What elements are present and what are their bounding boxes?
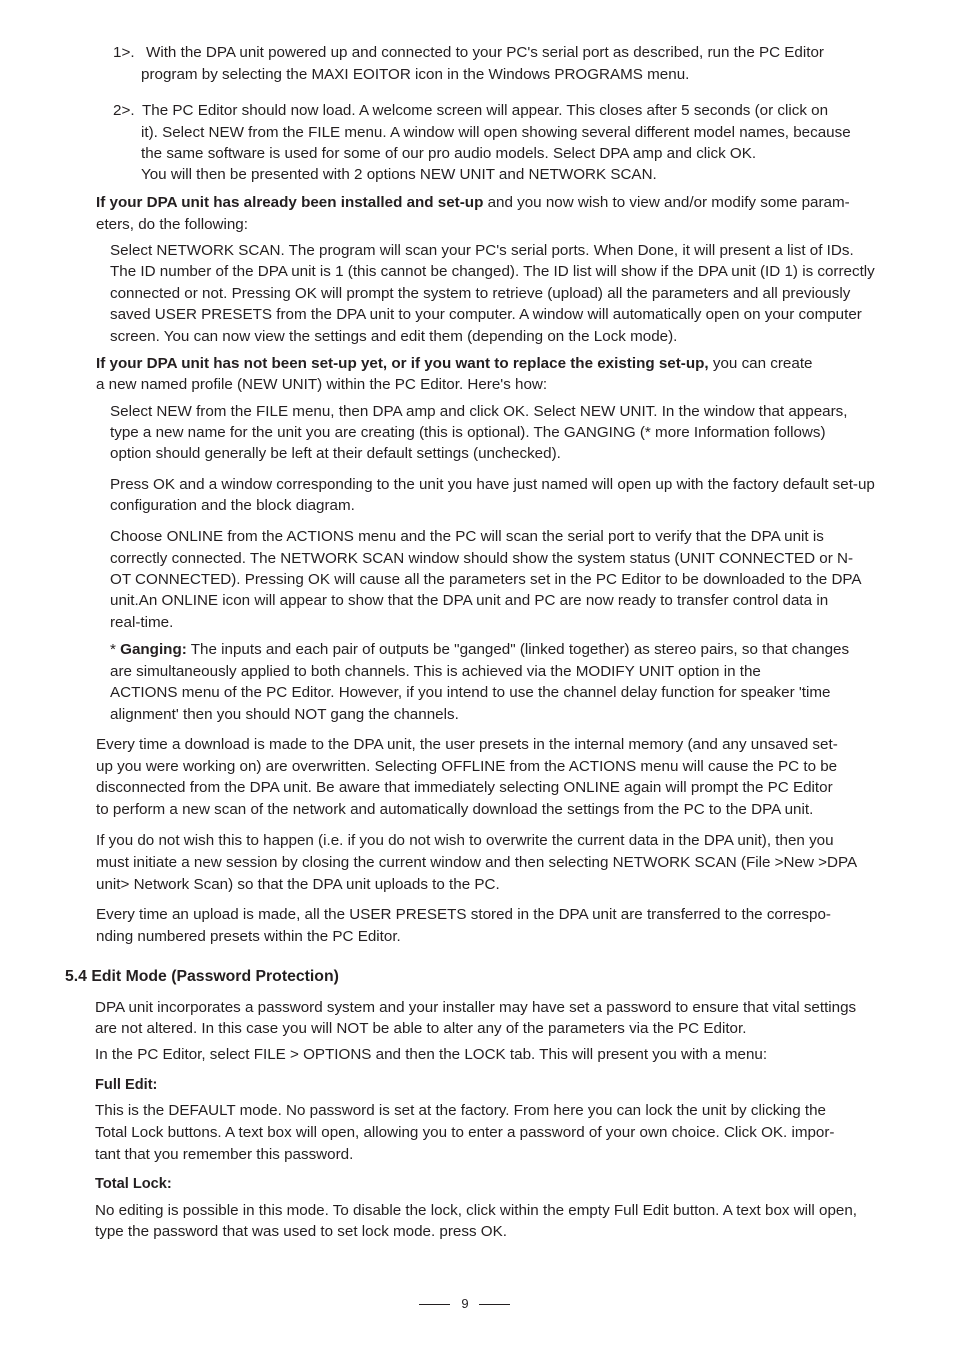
step-2-line-2: it). Select NEW from the FILE menu. A window will open showing several different model names, because	[141, 124, 851, 141]
not-setup-lead	[96, 353, 812, 375]
installed-lead-rest: and you now wish to view and/or modify some param-	[483, 194, 850, 211]
section-intro-line-2: are not altered. In this case you will NOT be able to alter any of the parameters via the PC Editor.	[95, 1020, 747, 1037]
new-unit-line-2: type a new name for the unit you are creating (this is optional). The GANGING (* more Information follows)	[110, 424, 826, 441]
installed-body-line-5: screen. You can now view the settings and edit them (depending on the Lock mode).	[110, 328, 678, 345]
ganging-note-line-1	[110, 639, 849, 661]
footer-rule-right	[479, 1304, 510, 1305]
press-ok-line-2: configuration and the block diagram.	[110, 497, 355, 514]
page-footer	[0, 1293, 954, 1315]
ganging-asterisk: *	[110, 641, 121, 658]
step-2-line-3: the same software is used for some of our pro audio models. Select DPA amp and click OK.	[141, 145, 757, 162]
options-line: In the PC Editor, select FILE > OPTIONS and then the LOCK tab. This will present you with a menu:	[95, 1046, 768, 1063]
not-setup-lead-line-2: a new named profile (NEW UNIT) within the PC Editor. Here's how:	[96, 376, 548, 393]
section-intro-line-1: DPA unit incorporates a password system and your installer may have set a password to ensure that vital settings	[95, 999, 857, 1016]
step-2-label: 2>.	[113, 102, 135, 119]
session-line-1: If you do not wish this to happen (i.e. if you do not wish to overwrite the current data in the DPA unit), then you	[96, 832, 834, 849]
footer-rule-left	[419, 1304, 450, 1305]
ganging-first-text: The inputs and each pair of outputs be "ganged" (linked together) as stereo pairs, so that changes	[186, 641, 850, 658]
not-setup-lead-rest: you can create	[708, 355, 813, 372]
online-line-4: unit.An ONLINE icon will appear to show that the DPA unit and PC are now ready to transfer control data in	[110, 592, 829, 609]
installed-lead-line-2: eters, do the following:	[96, 216, 248, 233]
installed-body-line-4: saved USER PRESETS from the DPA unit to your computer. A window will automatically open on your computer	[110, 306, 862, 323]
installed-body-line-1: Select NETWORK SCAN. The program will scan your PC's serial ports. When Done, it will present a list of IDs.	[110, 242, 854, 259]
step-1-line-2: program by selecting the MAXI EOITOR icon in the Windows PROGRAMS menu.	[141, 66, 690, 83]
online-line-1: Choose ONLINE from the ACTIONS menu and the PC will scan the serial port to verify that the DPA unit is	[110, 528, 824, 545]
full-edit-title: Full Edit:	[95, 1077, 158, 1093]
download-line-2: up you were working on) are overwritten. Selecting OFFLINE from the ACTIONS menu will cause the PC to be	[96, 758, 838, 775]
step-2-line-4: You will then be presented with 2 options NEW UNIT and NETWORK SCAN.	[141, 166, 657, 183]
full-edit-line-2: Total Lock buttons. A text box will open, allowing you to enter a password of your own choice. Click OK. impor-	[95, 1124, 835, 1141]
full-edit-line-3: tant that you remember this password.	[95, 1146, 354, 1163]
installed-body-line-3: connected or not. Pressing OK will prompt the system to retrieve (upload) all the parameters and all previously	[110, 285, 851, 302]
ganging-note-line-2: are simultaneously applied to both channels. This is achieved via the MODIFY UNIT option in the	[110, 663, 761, 680]
installed-lead	[96, 192, 850, 214]
session-line-3: unit> Network Scan) so that the DPA unit uploads to the PC.	[96, 876, 500, 893]
online-line-3: OT CONNECTED). Pressing OK will cause all the parameters set in the PC Editor to be downloaded to the DPA	[110, 571, 862, 588]
upload-line-1: Every time an upload is made, all the USER PRESETS stored in the DPA unit are transferred to the correspo-	[96, 906, 831, 923]
ganging-label: Ganging:	[120, 641, 187, 658]
step-2-line-1: The PC Editor should now load. A welcome screen will appear. This closes after 5 seconds (or click on	[142, 102, 829, 119]
total-lock-line-1: No editing is possible in this mode. To disable the lock, click within the empty Full Edit button. A text box will open,	[95, 1202, 858, 1219]
total-lock-line-2: type the password that was used to set lock mode. press OK.	[95, 1223, 507, 1240]
step-1-label: 1>.	[113, 44, 135, 61]
installed-body-line-2: The ID number of the DPA unit is 1 (this cannot be changed). The ID list will show if the DPA unit (ID 1) is correctly	[110, 263, 875, 280]
download-line-3: disconnected from the DPA unit. Be aware that immediately selecting ONLINE again will prompt the PC Editor	[96, 779, 833, 796]
total-lock-title: Total Lock:	[95, 1176, 172, 1192]
step-1-line-1: With the DPA unit powered up and connected to your PC's serial port as described, run the PC Editor	[146, 44, 824, 61]
session-line-2: must initiate a new session by closing the current window and then selecting NETWORK SCAN (File >New >DPA	[96, 854, 858, 871]
installed-lead-bold: If your DPA unit has already been installed and set-up	[96, 194, 484, 211]
new-unit-line-3: option should generally be left at their default settings (unchecked).	[110, 445, 561, 462]
download-line-1: Every time a download is made to the DPA unit, the user presets in the internal memory (and any unsaved set-	[96, 736, 838, 753]
not-setup-lead-bold: If your DPA unit has not been set-up yet, or if you want to replace the existing set-up,	[96, 355, 709, 372]
ganging-note-line-4: alignment' then you should NOT gang the channels.	[110, 706, 459, 723]
download-line-4: to perform a new scan of the network and automatically download the settings from the PC to the DPA unit.	[96, 801, 814, 818]
full-edit-line-1: This is the DEFAULT mode. No password is set at the factory. From here you can lock the unit by clicking the	[95, 1102, 826, 1119]
online-line-2: correctly connected. The NETWORK SCAN window should show the system status (UNIT CONNECTED or N-	[110, 550, 854, 567]
ganging-note-line-3: ACTIONS menu of the PC Editor. However, if you intend to use the channel delay function for speaker 'time	[110, 684, 831, 701]
page-number: 9	[461, 1296, 469, 1311]
upload-line-2: nding numbered presets within the PC Editor.	[96, 928, 401, 945]
new-unit-line-1: Select NEW from the FILE menu, then DPA amp and click OK. Select NEW UNIT. In the window that appears,	[110, 403, 848, 420]
section-heading: 5.4 Edit Mode (Password Protection)	[65, 968, 339, 985]
press-ok-line-1: Press OK and a window corresponding to the unit you have just named will open up with the factory default set-up	[110, 476, 875, 493]
online-line-5: real-time.	[110, 614, 174, 631]
